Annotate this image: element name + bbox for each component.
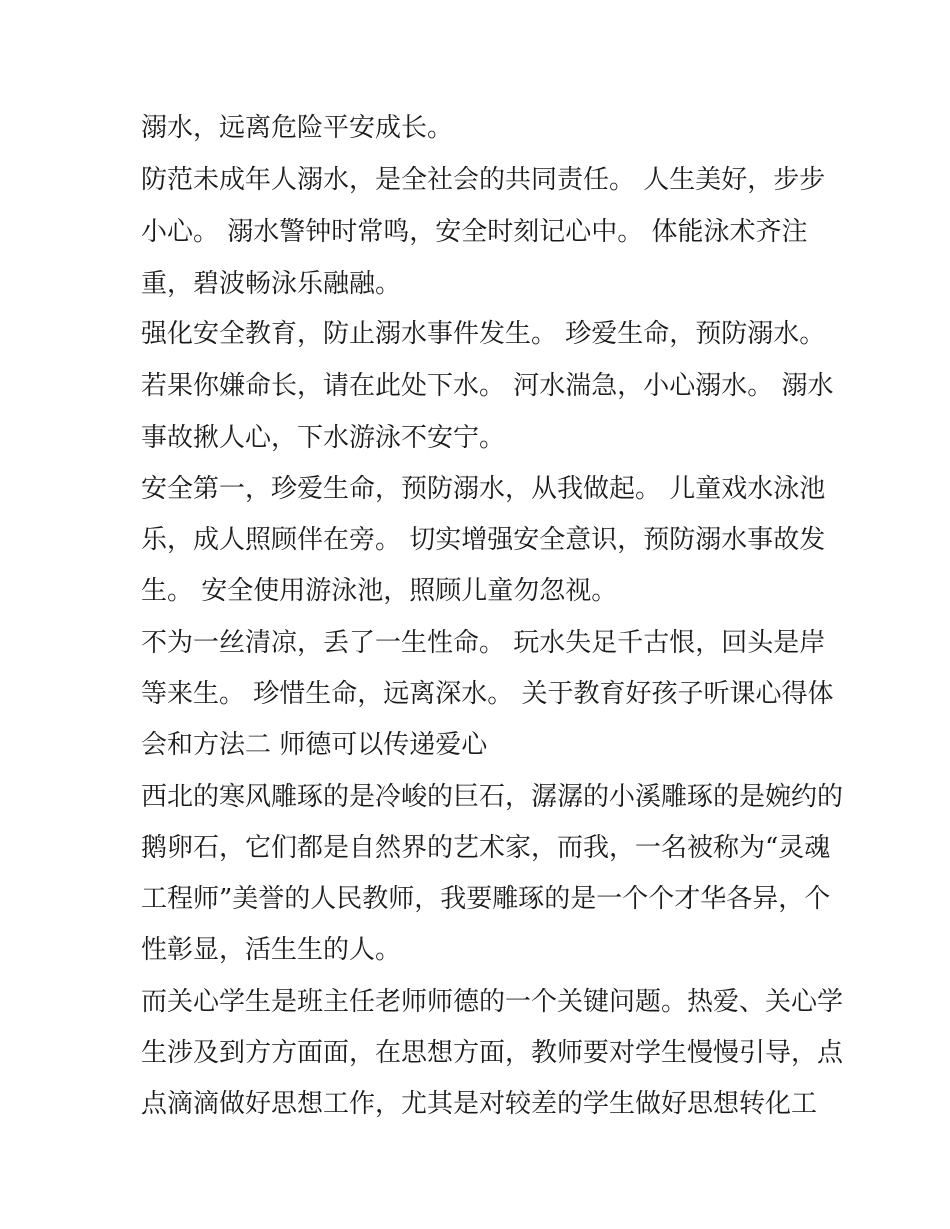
text-line: 生涉及到方方面面，在思想方面，教师要对学生慢慢引导，点: [141, 1038, 844, 1068]
text-line: 乐，成人照顾伴在旁。 切实增强安全意识，预防溺水事故发: [141, 525, 826, 555]
text-line: 点滴滴做好思想工作，尤其是对较差的学生做好思想转化工: [141, 1089, 818, 1119]
text-line: 而关心学生是班主任老师师德的一个关键问题。热爱、关心学: [141, 987, 844, 1017]
text-line: 鹅卵石，它们都是自然界的艺术家，而我，一名被称为“灵魂: [141, 833, 831, 863]
text-line: 小心。 溺水警钟时常鸣，安全时刻记心中。 体能泳术齐注: [141, 217, 808, 247]
text-line: 会和方法二 师德可以传递爱心: [141, 730, 488, 760]
text-line: 西北的寒风雕琢的是冷峻的巨石，潺潺的小溪雕琢的是婉约的: [141, 782, 844, 812]
text-line: 事故揪人心，下水游泳不安宁。: [141, 423, 506, 453]
text-line: 防范未成年人溺水，是全社会的共同责任。 人生美好，步步: [141, 165, 826, 195]
text-line: 安全第一，珍爱生命，预防溺水，从我做起。 儿童戏水泳池: [141, 474, 826, 504]
text-line: 强化安全教育，防止溺水事件发生。 珍爱生命，预防溺水。: [141, 319, 826, 349]
text-line: 工程师”美誉的人民教师，我要雕琢的是一个个才华各异，个: [141, 884, 831, 914]
text-line: 溺水，远离危险平安成长。: [141, 113, 454, 143]
text-line: 重，碧波畅泳乐融融。: [141, 269, 402, 299]
text-line: 若果你嫌命长，请在此处下水。 河水湍急，小心溺水。 溺水: [141, 371, 834, 401]
text-line: 不为一丝清凉，丢了一生性命。 玩水失足千古恨，回头是岸: [141, 628, 826, 658]
text-line: 等来生。 珍惜生命，远离深水。 关于教育好孩子听课心得体: [141, 679, 834, 709]
text-line: 性彰显，活生生的人。: [141, 935, 402, 965]
text-line: 生。 安全使用游泳池，照顾儿童勿忽视。: [141, 576, 618, 606]
